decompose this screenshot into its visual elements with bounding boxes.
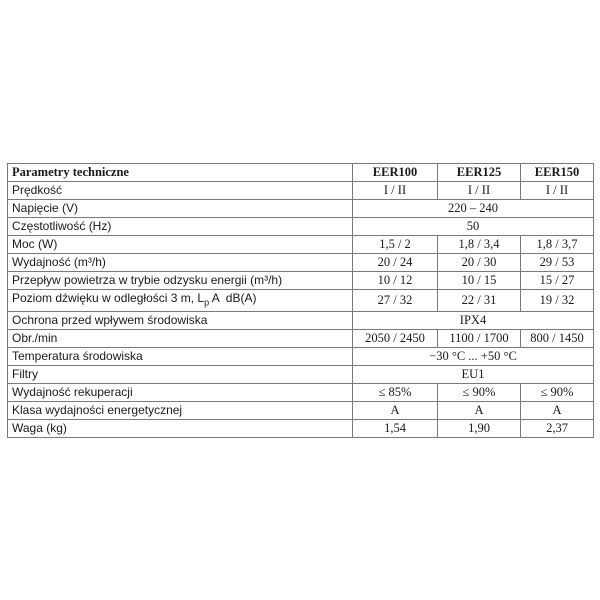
- row-label: Temperatura środowiska: [8, 348, 353, 366]
- header-model-eer150: EER150: [521, 164, 594, 182]
- table-row-protection: [8, 312, 594, 330]
- cell-value: 1,5 / 2: [353, 236, 438, 254]
- cell-value: −30 °C ... +50 °C: [353, 348, 594, 366]
- header-param: Parametry techniczne: [8, 164, 353, 182]
- cell-value: 15 / 27: [521, 272, 594, 290]
- cell-value: 10 / 15: [438, 272, 521, 290]
- table-row-temperature: [8, 348, 594, 366]
- cell-value: A: [353, 402, 438, 420]
- cell-value: I / II: [353, 182, 438, 200]
- cell-value: 29 / 53: [521, 254, 594, 272]
- spec-table: [7, 163, 594, 438]
- cell-value: I / II: [521, 182, 594, 200]
- cell-value: 1100 / 1700: [438, 330, 521, 348]
- table-row-airflow: [8, 272, 594, 290]
- cell-value: ≤ 90%: [521, 384, 594, 402]
- cell-value: 2050 / 2450: [353, 330, 438, 348]
- table-row-speed: [8, 182, 594, 200]
- cell-value: 1,8 / 3,7: [521, 236, 594, 254]
- cell-value: 1,8 / 3,4: [438, 236, 521, 254]
- noise-label-subscript: p: [204, 297, 210, 308]
- header-model-eer100: EER100: [353, 164, 438, 182]
- cell-value: A: [438, 402, 521, 420]
- cell-value: ≤ 90%: [438, 384, 521, 402]
- row-label: Prędkość: [8, 182, 353, 200]
- cell-value: A: [521, 402, 594, 420]
- row-label: Wydajność rekuperacji: [8, 384, 353, 402]
- table-row-rpm: [8, 330, 594, 348]
- noise-label-prefix: Poziom dźwięku w odległości 3 m, L: [12, 291, 205, 305]
- cell-value: 220 – 240: [353, 200, 594, 218]
- cell-value: 50: [353, 218, 594, 236]
- table-row-capacity: [8, 254, 594, 272]
- cell-value: 20 / 24: [353, 254, 438, 272]
- row-label: Klasa wydajności energetycznej: [8, 402, 353, 420]
- row-label: Moc (W): [8, 236, 353, 254]
- cell-value: 10 / 12: [353, 272, 438, 290]
- table-header-row: [8, 164, 594, 182]
- row-label: Obr./min: [8, 330, 353, 348]
- table-row-energy-class: [8, 402, 594, 420]
- table-row-weight: [8, 420, 594, 438]
- cell-value: 800 / 1450: [521, 330, 594, 348]
- cell-value: ≤ 85%: [353, 384, 438, 402]
- cell-value: 1,54: [353, 420, 438, 438]
- cell-value: 19 / 32: [521, 290, 594, 312]
- cell-value: 20 / 30: [438, 254, 521, 272]
- cell-value: 2,37: [521, 420, 594, 438]
- cell-value: IPX4: [353, 312, 594, 330]
- row-label: [8, 290, 353, 312]
- table-row-filters: [8, 366, 594, 384]
- noise-label-suffix: A dB(A): [209, 291, 257, 305]
- table-row-recovery: [8, 384, 594, 402]
- row-label: Przepływ powietrza w trybie odzysku energii (m³/h): [8, 272, 353, 290]
- row-label: Napięcie (V): [8, 200, 353, 218]
- header-model-eer125: EER125: [438, 164, 521, 182]
- row-label: Waga (kg): [8, 420, 353, 438]
- cell-value: 1,90: [438, 420, 521, 438]
- table-row-voltage: [8, 200, 594, 218]
- cell-value: EU1: [353, 366, 594, 384]
- table-row-power: [8, 236, 594, 254]
- row-label: Filtry: [8, 366, 353, 384]
- cell-value: 22 / 31: [438, 290, 521, 312]
- row-label: Ochrona przed wpływem środowiska: [8, 312, 353, 330]
- row-label: Wydajność (m³/h): [8, 254, 353, 272]
- cell-value: 27 / 32: [353, 290, 438, 312]
- row-label: Częstotliwość (Hz): [8, 218, 353, 236]
- table-row-noise: [8, 290, 594, 312]
- table-row-frequency: [8, 218, 594, 236]
- cell-value: I / II: [438, 182, 521, 200]
